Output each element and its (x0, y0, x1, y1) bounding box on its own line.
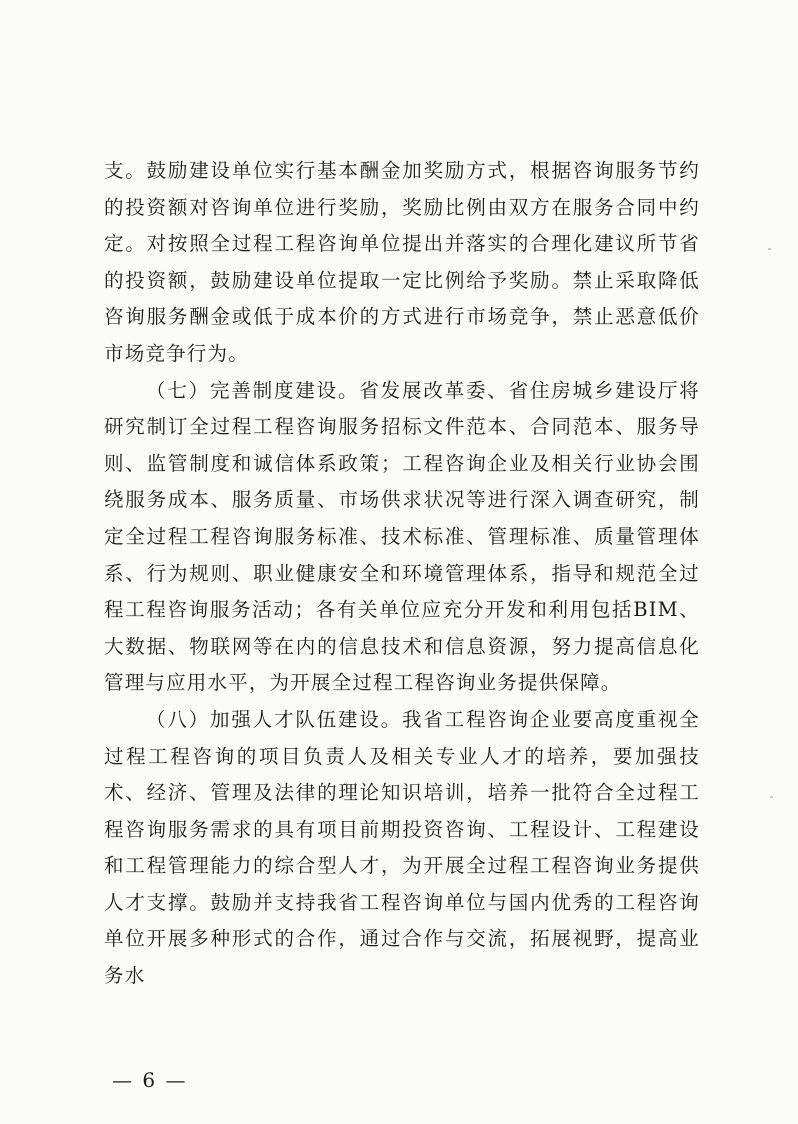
paragraph-system-building: （七）完善制度建设。省发展改革委、省住房城乡建设厅将研究制订全过程工程咨询服务招标文件范本、合同范本、服务导则、监管制度和诚信体系政策；工程咨询企业及相关行业协会围绕服务成本、服务质量、市场供求状况等进行深入调查研究，制定全过程工程咨询服务标准、技术标准、管理标准、质量管理体系、行为规则、职业健康安全和环境管理体系，指导和规范全过程工程咨询服务活动；各有关单位应充分开发和利用包括BIM、大数据、物联网等在内的信息技术和信息资源，努力提高信息化管理与应用水平，为开展全过程工程咨询业务提供保障。 (104, 378, 700, 695)
paragraph-talent-building: （八）加强人才队伍建设。我省工程咨询企业要高度重视全过程工程咨询的项目负责人及相关专业人才的培养，要加强技术、经济、管理及法律的理论知识培训，培养一批符合全过程工程咨询服务需求的具有项目前期投资咨询、工程设计、工程建设和工程管理能力的综合型人才，为开展全过程工程咨询业务提供人才支撑。鼓励并支持我省工程咨询单位与国内优秀的工程咨询单位开展多种形式的合作，通过合作与交流，拓展视野，提高业务水 (104, 707, 700, 988)
document-body (104, 153, 700, 995)
scan-mark (770, 796, 773, 798)
scan-mark (768, 248, 771, 250)
page-number: — 6 — (112, 1068, 188, 1092)
paragraph-fee-incentives: 支。鼓励建设单位实行基本酬金加奖励方式，根据咨询服务节约的投资额对咨询单位进行奖励，奖励比例由双方在服务合同中约定。对按照全过程工程咨询单位提出并落实的合理化建议所节省的投资额，鼓励建设单位提取一定比例给予奖励。禁止采取降低咨询服务酬金或低于成本价的方式进行市场竞争，禁止恶意低价市场竞争行为。 (104, 159, 700, 365)
